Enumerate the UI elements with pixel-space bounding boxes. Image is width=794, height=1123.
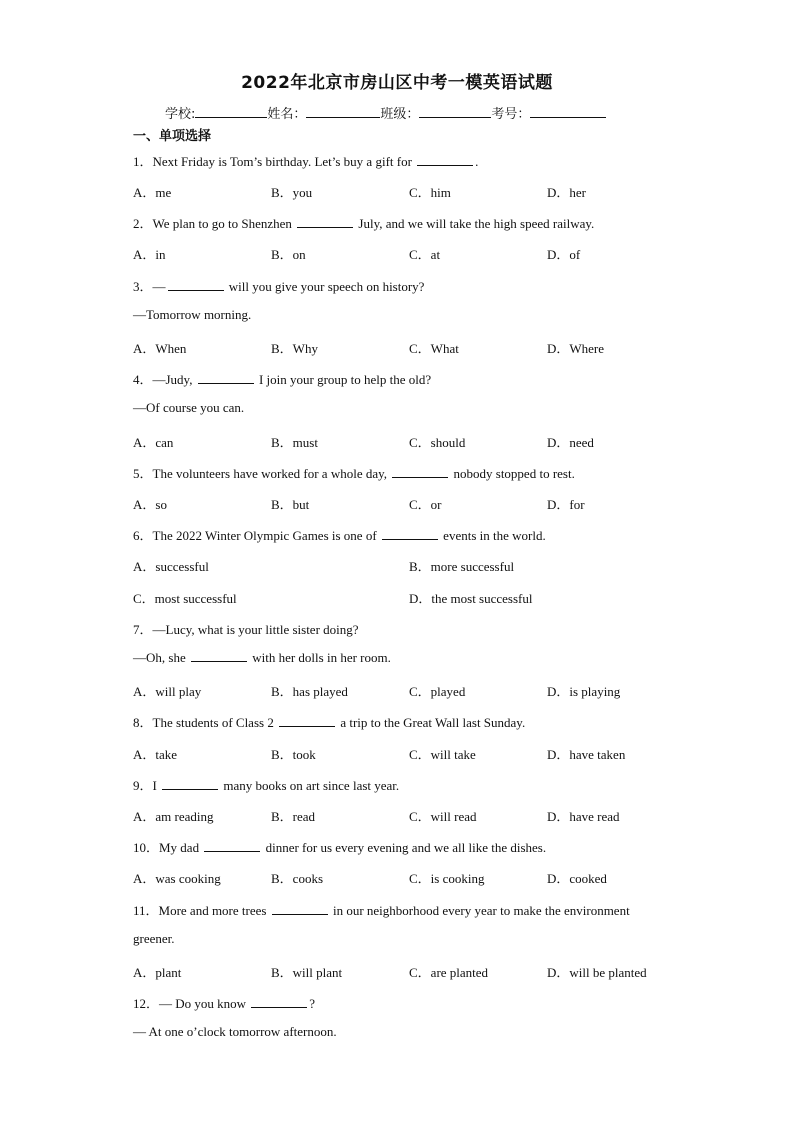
question-4-stem: 4．—Judy, I join your group to help the old? — [133, 372, 432, 387]
question-12-stem: 12．— Do you know ? — [133, 996, 316, 1011]
class-blank[interactable] — [419, 105, 491, 118]
question-8-option-a: A．take — [133, 747, 178, 762]
question-6-option-a: A．successful — [133, 559, 209, 574]
question-6-option-d: D．the most successful — [409, 591, 533, 606]
answer-blank — [417, 154, 473, 166]
question-8-option-d: D．have taken — [547, 747, 626, 762]
question-3-option-c: C．What — [409, 341, 459, 356]
question-11-stem: 11．More and more trees in our neighborhood every year to make the environment — [133, 903, 630, 918]
exam-number-blank[interactable] — [530, 105, 606, 118]
question-5-option-a: A．so — [133, 497, 167, 512]
page-title: 2022年北京市房山区中考一模英语试题 — [241, 73, 553, 93]
question-3-stem: 3．— will you give your speech on history? — [133, 279, 425, 294]
question-5-option-d: D．for — [547, 497, 585, 512]
school-label: 学校: — [165, 107, 196, 122]
question-2-option-a: A．in — [133, 247, 166, 262]
question-9-stem: 9．I many books on art since last year. — [133, 778, 400, 793]
question-7-option-b: B．has played — [271, 684, 348, 699]
question-7-option-d: D．is playing — [547, 684, 621, 699]
class-label: 班级： — [380, 107, 420, 122]
question-11-option-c: C．are planted — [409, 965, 489, 980]
answer-blank — [382, 528, 438, 540]
question-7-reply: —Oh, she with her dolls in her room. — [133, 650, 391, 665]
question-6-option-b: B．more successful — [409, 559, 515, 574]
question-3-option-d: D．Where — [547, 341, 605, 356]
question-9-option-b: B．read — [271, 809, 316, 824]
exam-number-label: 考号： — [491, 107, 531, 122]
question-1-option-c: C．him — [409, 185, 451, 200]
question-8-option-c: C．will take — [409, 747, 476, 762]
question-2-option-d: D．of — [547, 247, 581, 262]
answer-blank — [279, 715, 335, 727]
answer-blank — [198, 372, 254, 384]
question-2-stem: 2．We plan to go to Shenzhen July, and we will take the high speed railway. — [133, 216, 595, 231]
question-6-stem: 6．The 2022 Winter Olympic Games is one of events in the world. — [133, 528, 546, 543]
question-7-stem: 7．—Lucy, what is your little sister doing? — [133, 622, 359, 637]
question-10-option-b: B．cooks — [271, 871, 324, 886]
question-10-option-c: C．is cooking — [409, 871, 485, 886]
question-3-reply: —Tomorrow morning. — [133, 307, 252, 322]
question-5-option-b: B．but — [271, 497, 310, 512]
question-4-option-b: B．must — [271, 435, 318, 450]
name-label: 姓名： — [267, 107, 307, 122]
question-8-stem: 8．The students of Class 2 a trip to the Great Wall last Sunday. — [133, 715, 526, 730]
question-10-stem: 10．My dad dinner for us every evening and we all like the dishes. — [133, 840, 547, 855]
section-heading: 一、单项选择 — [133, 129, 212, 144]
name-blank[interactable] — [306, 105, 380, 118]
question-2-option-b: B．on — [271, 247, 306, 262]
question-11-stem-continued: greener. — [133, 931, 175, 946]
question-3-option-a: A．When — [133, 341, 187, 356]
answer-blank — [392, 466, 448, 478]
question-11-option-d: D．will be planted — [547, 965, 647, 980]
question-9-option-c: C．will read — [409, 809, 477, 824]
question-4-option-d: D．need — [547, 435, 594, 450]
answer-blank — [297, 216, 353, 228]
question-4-option-a: A．can — [133, 435, 174, 450]
question-7-option-c: C．played — [409, 684, 466, 699]
answer-blank — [168, 279, 224, 291]
question-6-option-c: C．most successful — [133, 591, 237, 606]
question-1-option-b: B．you — [271, 185, 313, 200]
question-7-option-a: A．will play — [133, 684, 202, 699]
question-2-option-c: C．at — [409, 247, 441, 262]
answer-blank — [251, 996, 307, 1008]
question-1-stem: 1．Next Friday is Tom’s birthday. Let’s buy a gift for . — [133, 154, 479, 169]
answer-blank — [204, 840, 260, 852]
answer-blank — [272, 903, 328, 915]
answer-blank — [191, 650, 247, 662]
question-5-stem: 5．The volunteers have worked for a whole day, nobody stopped to rest. — [133, 466, 575, 481]
question-11-option-a: A．plant — [133, 965, 182, 980]
question-11-option-b: B．will plant — [271, 965, 343, 980]
question-1-option-a: A．me — [133, 185, 172, 200]
answer-blank — [162, 778, 218, 790]
question-9-option-a: A．am reading — [133, 809, 214, 824]
student-info-line — [165, 103, 606, 122]
question-10-option-a: A．was cooking — [133, 871, 221, 886]
question-12-reply: — At one o’clock tomorrow afternoon. — [133, 1024, 337, 1039]
question-4-reply: —Of course you can. — [133, 400, 245, 415]
question-8-option-b: B．took — [271, 747, 316, 762]
question-5-option-c: C．or — [409, 497, 442, 512]
school-blank[interactable] — [195, 105, 267, 118]
question-4-option-c: C．should — [409, 435, 466, 450]
question-10-option-d: D．cooked — [547, 871, 607, 886]
question-9-option-d: D．have read — [547, 809, 620, 824]
question-3-option-b: B．Why — [271, 341, 318, 356]
question-1-option-d: D．her — [547, 185, 586, 200]
